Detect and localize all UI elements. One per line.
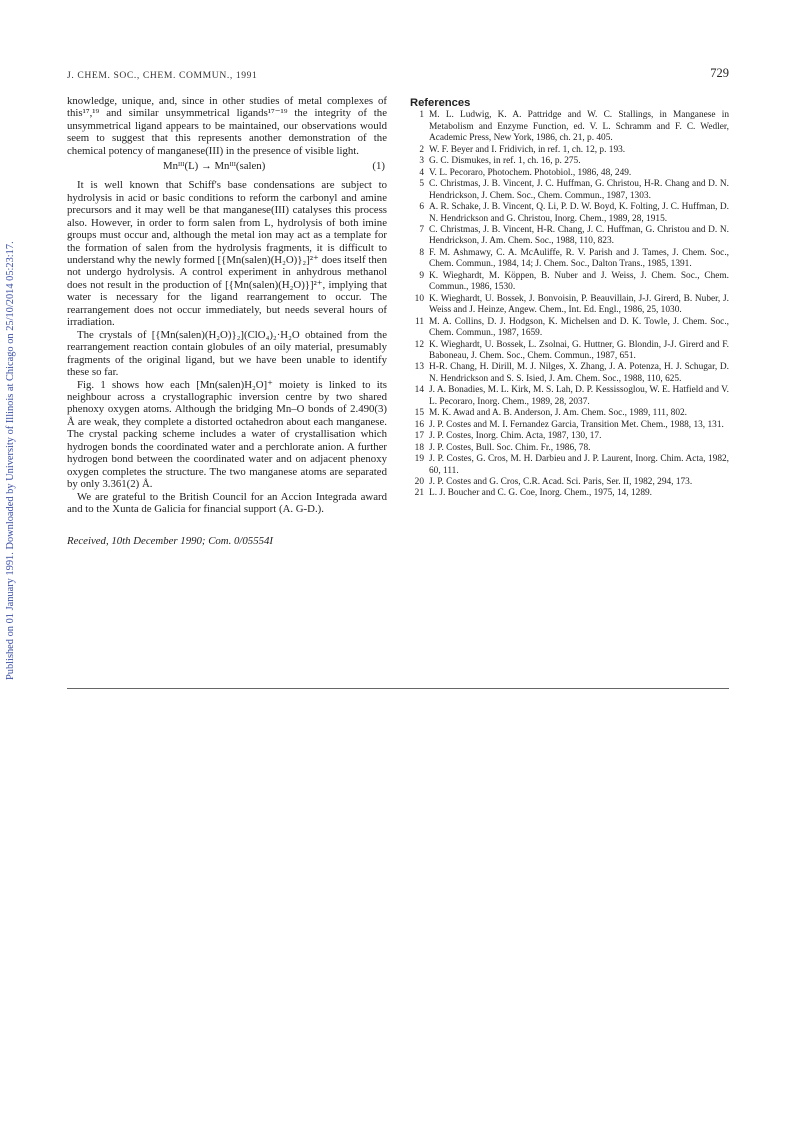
reference-text: J. P. Costes, Bull. Soc. Chim. Fr., 1986, 78. (429, 442, 591, 453)
equation-text: Mnᴵᴵᴵ(L) → Mnᴵᴵᴵ(salen) (163, 160, 266, 173)
reference-text: L. J. Boucher and C. G. Coe, Inorg. Chem., 1975, 14, 1289. (429, 488, 653, 499)
reference-number: 21 (414, 488, 424, 499)
reference-item (410, 385, 729, 408)
reference-number: 3 (419, 156, 424, 167)
reference-text: G. C. Dismukes, in ref. 1, ch. 16, p. 275. (429, 156, 581, 167)
reference-text: J. P. Costes, G. Cros, M. H. Darbieu and J. P. Laurent, Inorg. Chim. Acta, 1982, 60, 111. (429, 454, 729, 476)
bottom-rule (67, 688, 729, 689)
reference-number: 8 (419, 247, 424, 258)
reference-item (410, 488, 729, 499)
reference-number: 17 (414, 431, 424, 442)
reference-number: 9 (419, 270, 424, 281)
reference-item (410, 145, 729, 156)
reference-text: J. P. Costes and M. I. Fernandez Garcia, Transition Met. Chem., 1988, 13, 131. (429, 419, 724, 430)
left-column (67, 95, 387, 547)
reference-number: 5 (419, 179, 424, 190)
reference-item (410, 340, 729, 363)
page-number: 729 (710, 66, 729, 80)
reference-text: K. Wieghardt, M. Köppen, B. Nuber and J. Weiss, J. Chem. Soc., Chem. Commun., 1986, 1530. (429, 270, 729, 293)
reference-item (410, 202, 729, 225)
acknowledgement-paragraph: We are grateful to the British Council for an Accion Integrada award and to the Xunta de Galicia for financial support (A. G-D.). (67, 490, 387, 516)
reference-item (410, 431, 729, 442)
reference-item (410, 408, 729, 419)
reference-text: J. A. Bonadies, M. L. Kirk, M. S. Lah, D. P. Kessissoglou, W. E. Hatfield and V. L. Pecoraro, Inorg. Chem., 1989, 28, 2037. (429, 385, 729, 407)
reference-item (410, 317, 729, 340)
reference-text: K. Wieghardt, U. Bossek, J. Bonvoisin, P. Beauvillain, J-J. Girerd, B. Nuber, J. Weiss and J. Heinze, Angew. Chem., Int. Ed. Engl., 1986, 25, 1030. (429, 293, 729, 316)
reference-text: W. F. Beyer and I. Fridivich, in ref. 1, ch. 12, p. 193. (429, 144, 626, 155)
reference-item (410, 443, 729, 454)
reference-item (410, 362, 729, 385)
reference-number: 6 (419, 202, 424, 213)
reference-list (410, 110, 729, 499)
reference-text: K. Wieghardt, U. Bossek, L. Zsolnai, G. Huttner, G. Blondin, J-J. Girerd and F. Baboneau, J. Chem. Soc., Chem. Commun., 1987, 651. (429, 339, 729, 361)
reference-number: 14 (414, 385, 424, 396)
body-paragraph: knowledge, unique, and, since in other studies of metal complexes of this¹⁷,¹⁹ and similar unsymmetrical ligands¹⁷⁻¹⁹ the integrity of the unsymmetrical ligand appears to be maintained, our observations would seem to suggest that this represents another demonstration of the chemical potency of manganese(III) in the presence of visible light. (67, 95, 387, 157)
reference-item (410, 156, 729, 167)
body-paragraph: Fig. 1 shows how each [Mn(salen)H₂O]⁺ moiety is linked to its neighbour across a crystallographic inversion centre by two shared phenoxy oxygen atoms. Although the bridging Mn–O bonds of 2.490(3) Å are weak, they complete a distorted octahedron about each manganese. The crystal packing scheme includes a water of crystallisation which hydrogen bonds the coordinated water and a perchlorate anion. A further hydrogen bond between the coordinated water and on adjacent phenoxy oxygen completes the structure. The two manganese atoms are separated by only 3.361(2) Å. (67, 378, 387, 491)
references-heading: References (410, 97, 471, 109)
reference-text: J. P. Costes and G. Cros, C.R. Acad. Sci. Paris, Ser. II, 1982, 294, 173. (429, 476, 693, 487)
reference-number: 2 (419, 144, 424, 155)
reference-text: M. L. Ludwig, K. A. Pattridge and W. C. Stallings, in Manganese in Metabolism and Enzyme Function, ed. V. L. Schramm and F. C. Wedler, Academic Press, New York, 1986, ch. 21, p. 405. (429, 110, 729, 144)
reference-number: 10 (414, 293, 424, 304)
reference-item (410, 454, 729, 477)
download-watermark-text: Published on 01 January 1991. Downloaded by University of Illinois at Chicago on 25/10/2014 05:23:17. (5, 241, 16, 680)
reference-item (410, 168, 729, 179)
reference-text: M. A. Collins, D. J. Hodgson, K. Michelsen and D. K. Towle, J. Chem. Soc., Chem. Commun., 1987, 1659. (429, 316, 729, 339)
reference-text: A. R. Schake, J. B. Vincent, Q. Li, P. D. W. Boyd, K. Folting, J. C. Huffman, D. N. Hendrickson and G. Christou, Inorg. Chem., 1989, 28, 1915. (429, 202, 729, 224)
equation-number: (1) (372, 160, 385, 173)
reference-item (410, 271, 729, 294)
reference-number: 11 (415, 316, 424, 327)
reference-number: 15 (414, 408, 424, 419)
running-head: J. CHEM. SOC., CHEM. COMMUN., 1991 (67, 70, 258, 81)
reference-number: 18 (414, 442, 424, 453)
reference-number: 16 (414, 419, 424, 430)
reference-number: 1 (419, 110, 424, 121)
reference-text: C. Christmas, J. B. Vincent, H-R. Chang, J. C. Huffman, G. Christou and D. N. Hendrickson, J. Am. Chem. Soc., 1988, 110, 823. (429, 224, 729, 247)
reference-item (410, 420, 729, 431)
reference-number: 20 (414, 476, 424, 487)
references-column (410, 95, 729, 500)
reference-item (410, 294, 729, 317)
reference-number: 12 (414, 339, 424, 350)
reference-item (410, 225, 729, 248)
reference-text: C. Christmas, J. B. Vincent, J. C. Huffman, G. Christou, H-R. Chang and D. N. Hendrickson, J. Chem. Soc., Chem. Commun., 1987, 1303. (429, 179, 729, 201)
reference-number: 4 (419, 167, 424, 178)
reference-number: 7 (419, 224, 424, 235)
reference-item (410, 179, 729, 202)
reference-number: 19 (414, 454, 424, 465)
reference-text: J. P. Costes, Inorg. Chim. Acta, 1987, 130, 17. (429, 431, 602, 442)
reference-text: V. L. Pecoraro, Photochem. Photobiol., 1986, 48, 249. (429, 167, 632, 178)
received-line: Received, 10th December 1990; Com. 0/05554I (67, 534, 273, 547)
reference-text: F. M. Ashmawy, C. A. McAuliffe, R. V. Parish and J. Tames, J. Chem. Soc., Chem. Commun., 1984, 14; J. Chem. Soc., Dalton Trans., 1985, 1391. (429, 247, 729, 270)
download-watermark (3, 241, 19, 680)
body-paragraph: The crystals of [{Mn(salen)(H₂O)}₂](ClO₄)₂·H₂O obtained from the rearrangement reaction contain globules of an oily material, presumably fragments of the original ligand, but we have been unable to identify these so far. (67, 328, 387, 379)
reference-text: H-R. Chang, H. Dirill, M. J. Nilges, X. Zhang, J. A. Potenza, H. J. Schugar, D. N. Hendrickson and S. S. Isied, J. Am. Chem. Soc., 1988, 110, 625. (429, 362, 729, 384)
reference-item (410, 248, 729, 271)
reference-item (410, 110, 729, 144)
reference-item (410, 477, 729, 488)
reference-text: M. K. Awad and A. B. Anderson, J. Am. Chem. Soc., 1989, 111, 802. (429, 408, 687, 419)
equation (67, 159, 387, 173)
reference-number: 13 (414, 362, 424, 373)
body-paragraph: It is well known that Schiff's base condensations are subject to hydrolysis in acid or basic conditions to reform the carbonyl and amine precursors and it may well be that manganese(III) catalyses this process also. However, in order to form salen from L, hydrolysis of both imine groups must occur and, although the metal ion may act as a template for the formation of salen from the hydrolysis fragments, it is difficult to understand why the newly formed [{Mn(salen)(H₂O)}₂]²⁺ does itself then not undergo hydrolysis. A control experiment in anhydrous methanol does not result in the production of [{Mn(salen)(H₂O)}]²⁺, implying that water is necessary for the ligand rearrangement to occur. The rearrangement does not occur immediately, but needs several hours of irradiation. (67, 179, 387, 329)
